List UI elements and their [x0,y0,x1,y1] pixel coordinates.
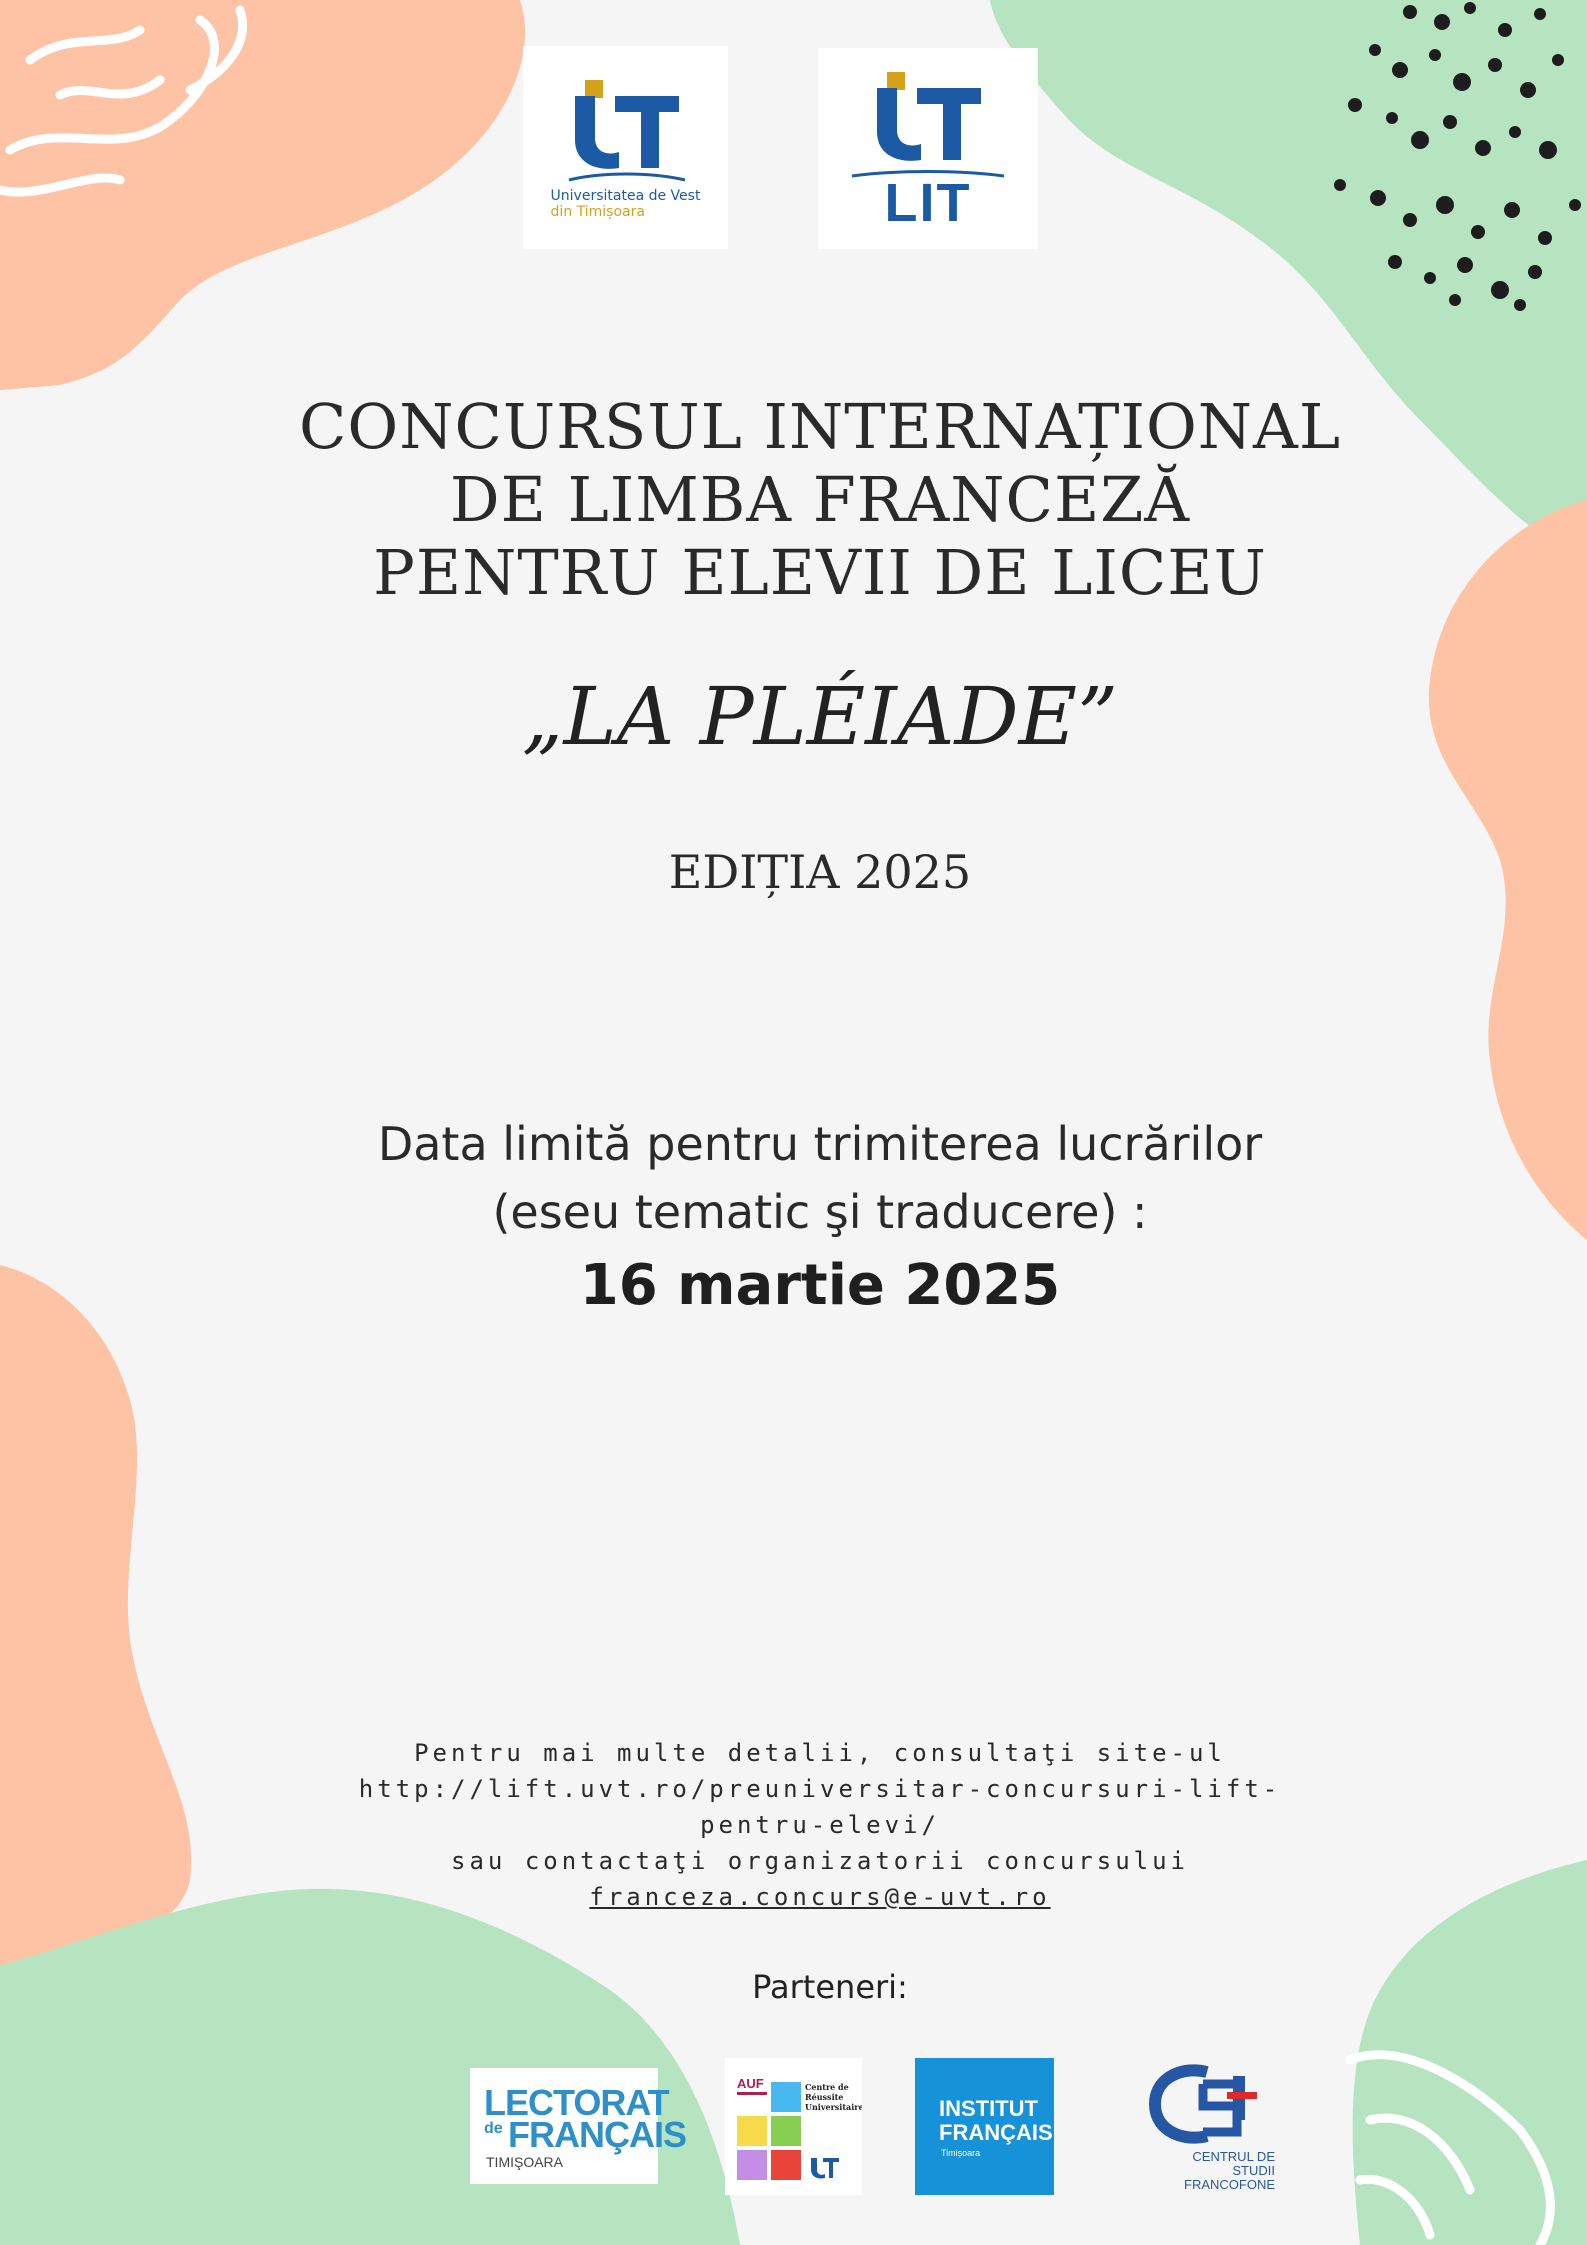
lectorat-logo [470,2068,686,2184]
csf-logo [1145,2062,1275,2197]
uvt-logo [523,46,728,249]
details-url-line-2[interactable]: pentru-elevi/ [700,1811,940,1839]
details-block [0,1735,1587,1915]
lit-logo [818,48,1038,249]
lit-emblem-icon [863,68,993,168]
auf-center-line-3: Universitaire [805,2102,862,2112]
deadline-line-2: (eseu tematic şi traducere) : [492,1185,1148,1239]
details-line-4: sau contactaţi organizatorii concursului [451,1847,1189,1875]
mint-blob-bottom-left [0,1889,740,2245]
auf-center-line-1: Centre de [805,2082,849,2092]
lectorat-city: TIMIŞOARA [486,2154,564,2170]
institut-line-1: INSTITUT [939,2096,1038,2121]
lectorat-line-1: LECTORAT [484,2082,669,2123]
lectorat-line-2: FRANÇAIS [508,2114,686,2155]
csf-line-2: STUDII [1232,2163,1275,2178]
details-url-line-1[interactable]: http://lift.uvt.ro/preuniversitar-concursuri-lift- [358,1775,1282,1803]
edition-label: EDIȚIA 2025 [668,845,972,899]
auf-name: AUF [737,2076,764,2091]
title-line-3: PENTRU ELEVII DE LICEU [373,536,1267,609]
uvt-emblem-icon [561,76,691,186]
lit-text: LIT [884,172,972,233]
details-line-1: Pentru mai multe detalii, consultaţi site-ul [414,1739,1226,1767]
auf-colored-squares-icon [725,2058,862,2195]
deadline-block [0,1110,1587,1326]
csf-text [1145,2150,1275,2192]
contact-email-link[interactable]: franceza.concurs@e-uvt.ro [589,1883,1051,1911]
peach-blob-top-left [0,0,525,390]
contest-name: „LA PLÉIADE” [522,670,1118,763]
title-line-1: CONCURSUL INTERNAȚIONAL [298,390,1342,463]
uvt-city: din Timișoara [550,203,645,220]
deadline-line-1: Data limită pentru trimiterea lucrărilor [377,1117,1263,1171]
csf-line-3: FRANCOFONE [1184,2177,1275,2192]
deadline-date: 16 martie 2025 [579,1253,1061,1318]
partners-label: Parteneri: [752,1968,908,2006]
lectorat-de: de [484,2120,503,2137]
csf-emblem-icon [1145,2062,1265,2150]
institut-francais-logo [915,2058,1054,2195]
title-line-2: DE LIMBA FRANCEZĂ [449,463,1191,536]
auf-center-line-2: Réussite [805,2092,844,2102]
uvt-name: Universitatea de Vest [550,187,701,204]
auf-logo [725,2058,862,2195]
contest-title [0,390,1587,609]
institut-city: Timișoara [941,2148,981,2158]
institut-line-2: FRANÇAIS [939,2120,1053,2145]
csf-line-1: CENTRUL DE [1192,2149,1275,2164]
